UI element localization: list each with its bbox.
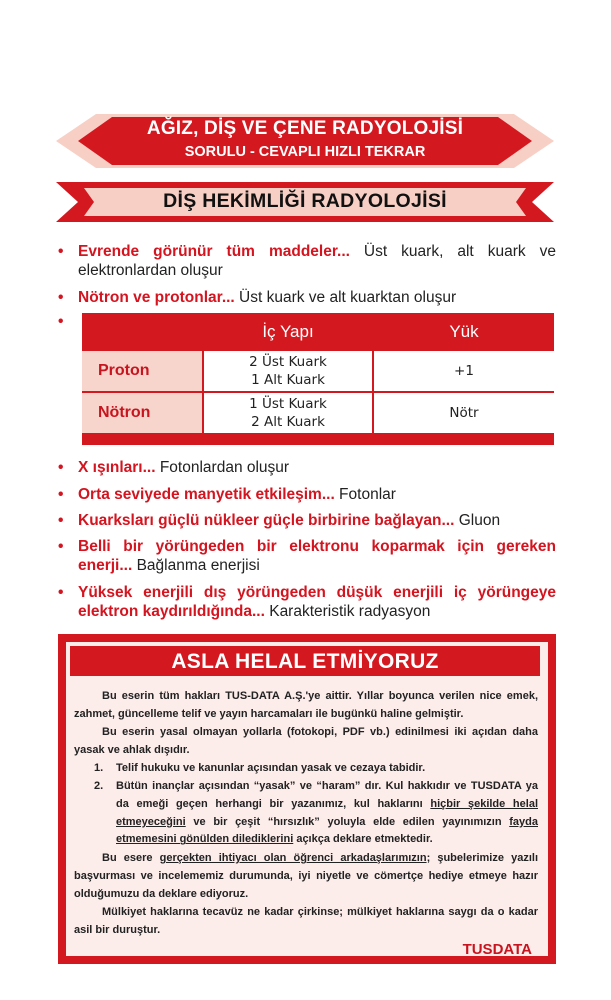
bullet-text: Yüksek enerjili dış yörüngeden düşük enerjili iç yörüngeye elektron kaydırıldığında... Karakteristik radyasyon bbox=[78, 584, 556, 620]
bullet-item bbox=[58, 458, 556, 478]
bullet-item bbox=[58, 288, 556, 308]
table-cell: 2 Üst Kuark 1 Alt Kuark bbox=[204, 351, 372, 391]
bullet-dot: • bbox=[58, 486, 64, 503]
notice-title: ASLA HELAL ETMİYORUZ bbox=[70, 646, 540, 676]
bullet-dot: • bbox=[58, 313, 64, 330]
bullet-text: Evrende görünür tüm maddeler... Üst kuark, alt kuark ve elektronlardan oluşur bbox=[78, 243, 556, 279]
notice-paragraph: Bu esere gerçekten ihtiyacı olan öğrenci arkadaşlarımızın; şubelerimize yazılı başvurması ve incelememiz durumunda, iyi niyetle ve cömertçe hediye etmeye hazır olduğumuzu da deklare ediyoruz. bbox=[74, 852, 539, 900]
table-cell: 1 Üst Kuark 2 Alt Kuark bbox=[204, 393, 372, 433]
bullet-dot: • bbox=[58, 538, 64, 555]
section-title: DİŞ HEKİMLİĞİ RADYOLOJİSİ bbox=[163, 190, 447, 212]
bullet-dot: • bbox=[58, 584, 64, 601]
section-banner bbox=[56, 182, 554, 222]
bullet-item bbox=[58, 242, 556, 282]
bullet-text: Kuarksları güçlü nükleer güçle birbirine bağlayan... Gluon bbox=[78, 512, 501, 529]
bullet-dot: • bbox=[58, 243, 64, 260]
table-row-label: Nötron bbox=[82, 393, 202, 433]
bullet-text: Nötron ve protonlar... Üst kuark ve alt kuarktan oluşur bbox=[78, 289, 457, 306]
list-item: Telif hukuku ve kanunlar açısından yasak ve cezaya tabidir. bbox=[116, 762, 426, 774]
table-header-structure: İç Yapı bbox=[262, 322, 314, 341]
table-header-charge: Yük bbox=[449, 322, 479, 341]
list-number: 2. bbox=[94, 780, 104, 792]
table-cell: +1 bbox=[374, 351, 554, 391]
book-title: AĞIZ, DİŞ VE ÇENE RADYOLOJİSİ bbox=[146, 118, 464, 139]
notice-paragraph: Mülkiyet haklarına tecavüz ne kadar çirkinse; mülkiyet haklarına saygı da o kadar asil bir duruştur. bbox=[74, 906, 538, 936]
bullet-item bbox=[58, 537, 556, 577]
list-number: 1. bbox=[94, 762, 104, 774]
bullet-text: X ışınları... Fotonlardan oluşur bbox=[78, 459, 290, 476]
copyright-notice bbox=[58, 634, 556, 964]
bullet-text: Orta seviyede manyetik etkileşim... Fotonlar bbox=[78, 486, 396, 503]
bullet-item bbox=[58, 511, 556, 531]
bullet-dot: • bbox=[58, 459, 64, 476]
bullet-text: Belli bir yörüngeden bir elektronu koparmak için gereken enerji... Bağlanma enerjisi bbox=[78, 538, 556, 574]
table-row-label: Proton bbox=[82, 351, 202, 391]
brand-name: TUSDATA bbox=[462, 941, 532, 958]
notice-body bbox=[66, 642, 548, 956]
quark-table bbox=[82, 313, 554, 445]
bullet-item bbox=[58, 583, 556, 623]
bullet-dot: • bbox=[58, 512, 64, 529]
notice-paragraph: Bu eserin tüm hakları TUS-DATA A.Ş.'ye aittir. Yıllar boyunca verilen nice emek, zahmet, güncelleme telif ve yayın harcamaları ile bugünkü haline gelmiştir. bbox=[74, 690, 538, 720]
table-cell: Nötr bbox=[374, 393, 554, 433]
bullet-dot: • bbox=[58, 289, 64, 306]
notice-paragraph: Bu eserin yasal olmayan yollarla (fotokopi, PDF vb.) edinilmesi iki açıdan daha yasak ve ahlak dışıdır. bbox=[74, 726, 538, 756]
title-banner bbox=[56, 114, 554, 168]
bullet-item bbox=[58, 485, 556, 505]
list-item: Bütün inançlar açısından “yasak” ve “haram” dır. Kul hakkıdır ve TUSDATA ya da emeği geçen herhangi bir yazanımız, kul haklarını hiçbir şekilde helal etmeyeceğini ve bir çeşit “hırsızlık” yoluyla elde edilen yayınımızın fayda etmemesini gönülden dilediklerini açıkça deklare etmektedir. bbox=[116, 780, 538, 846]
book-subtitle: SORULU - CEVAPLI HIZLI TEKRAR bbox=[184, 144, 426, 160]
